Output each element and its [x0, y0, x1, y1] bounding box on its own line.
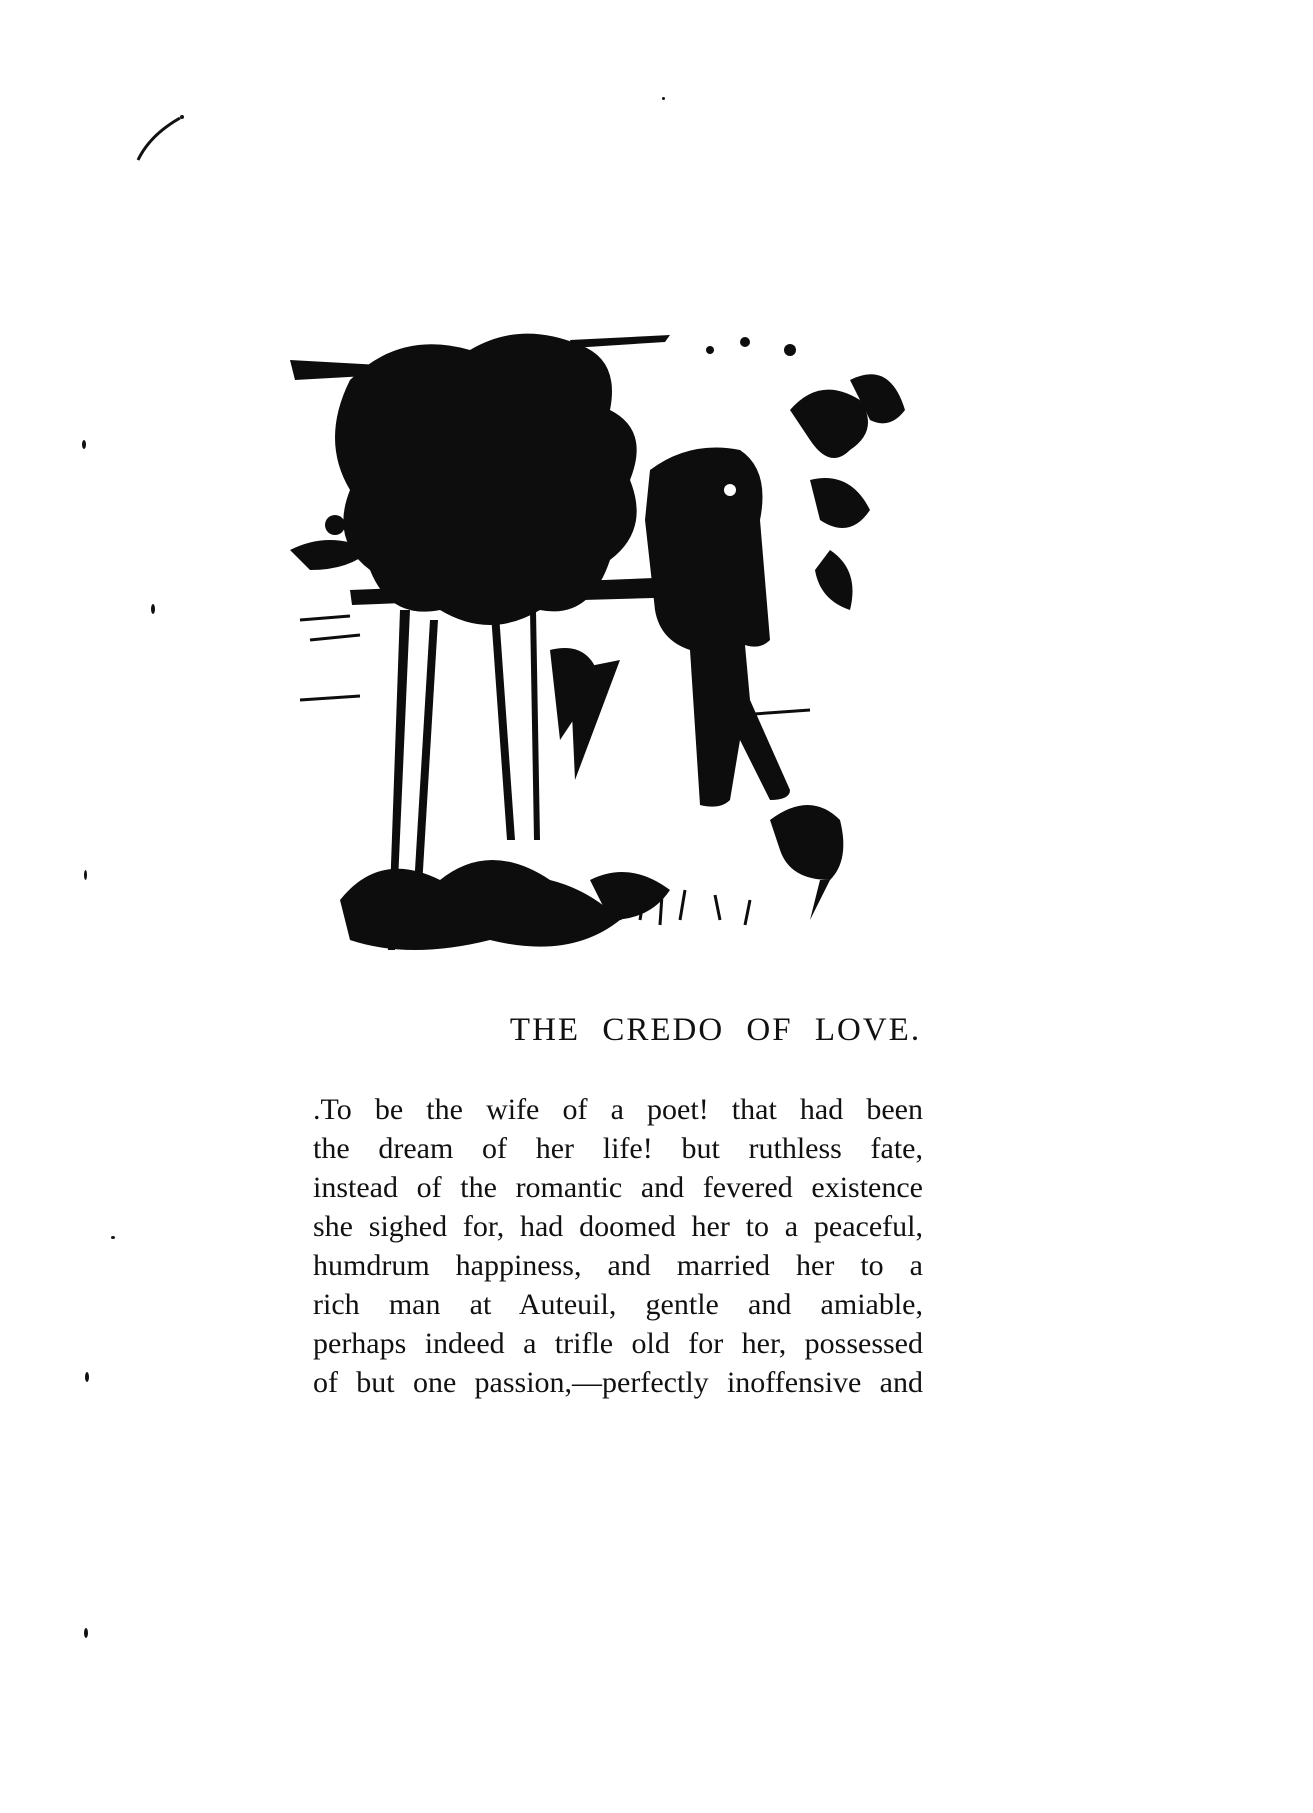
chapter-title: THE CREDO OF LOVE. [509, 1012, 922, 1048]
scan-speck [151, 604, 155, 614]
text-line: of but one passion,—perfectly inoffensive and [313, 1366, 923, 1399]
scan-speck [662, 97, 665, 100]
scan-speck [111, 1236, 115, 1239]
scan-speck [84, 1628, 88, 1638]
text-line: perhaps indeed a trifle old for her, possessed [313, 1327, 923, 1360]
text-line: rich man at Auteuil, gentle and amiable, [313, 1288, 923, 1321]
text-line: instead of the romantic and fevered existence [313, 1171, 923, 1204]
text-line: the dream of her life! but ruthless fate, [313, 1132, 923, 1165]
scan-speck [84, 870, 87, 880]
scan-speck [85, 1372, 89, 1382]
body-paragraph [313, 1090, 923, 1402]
text-line: humdrum happiness, and married her to a [313, 1249, 923, 1282]
text-line: she sighed for, had doomed her to a peaceful, [313, 1210, 923, 1243]
text-line: .To be the wife of a poet! that had been [313, 1093, 923, 1126]
scan-mark [130, 110, 190, 170]
garden-silhouette-illustration [290, 320, 930, 960]
scan-speck [82, 440, 86, 449]
